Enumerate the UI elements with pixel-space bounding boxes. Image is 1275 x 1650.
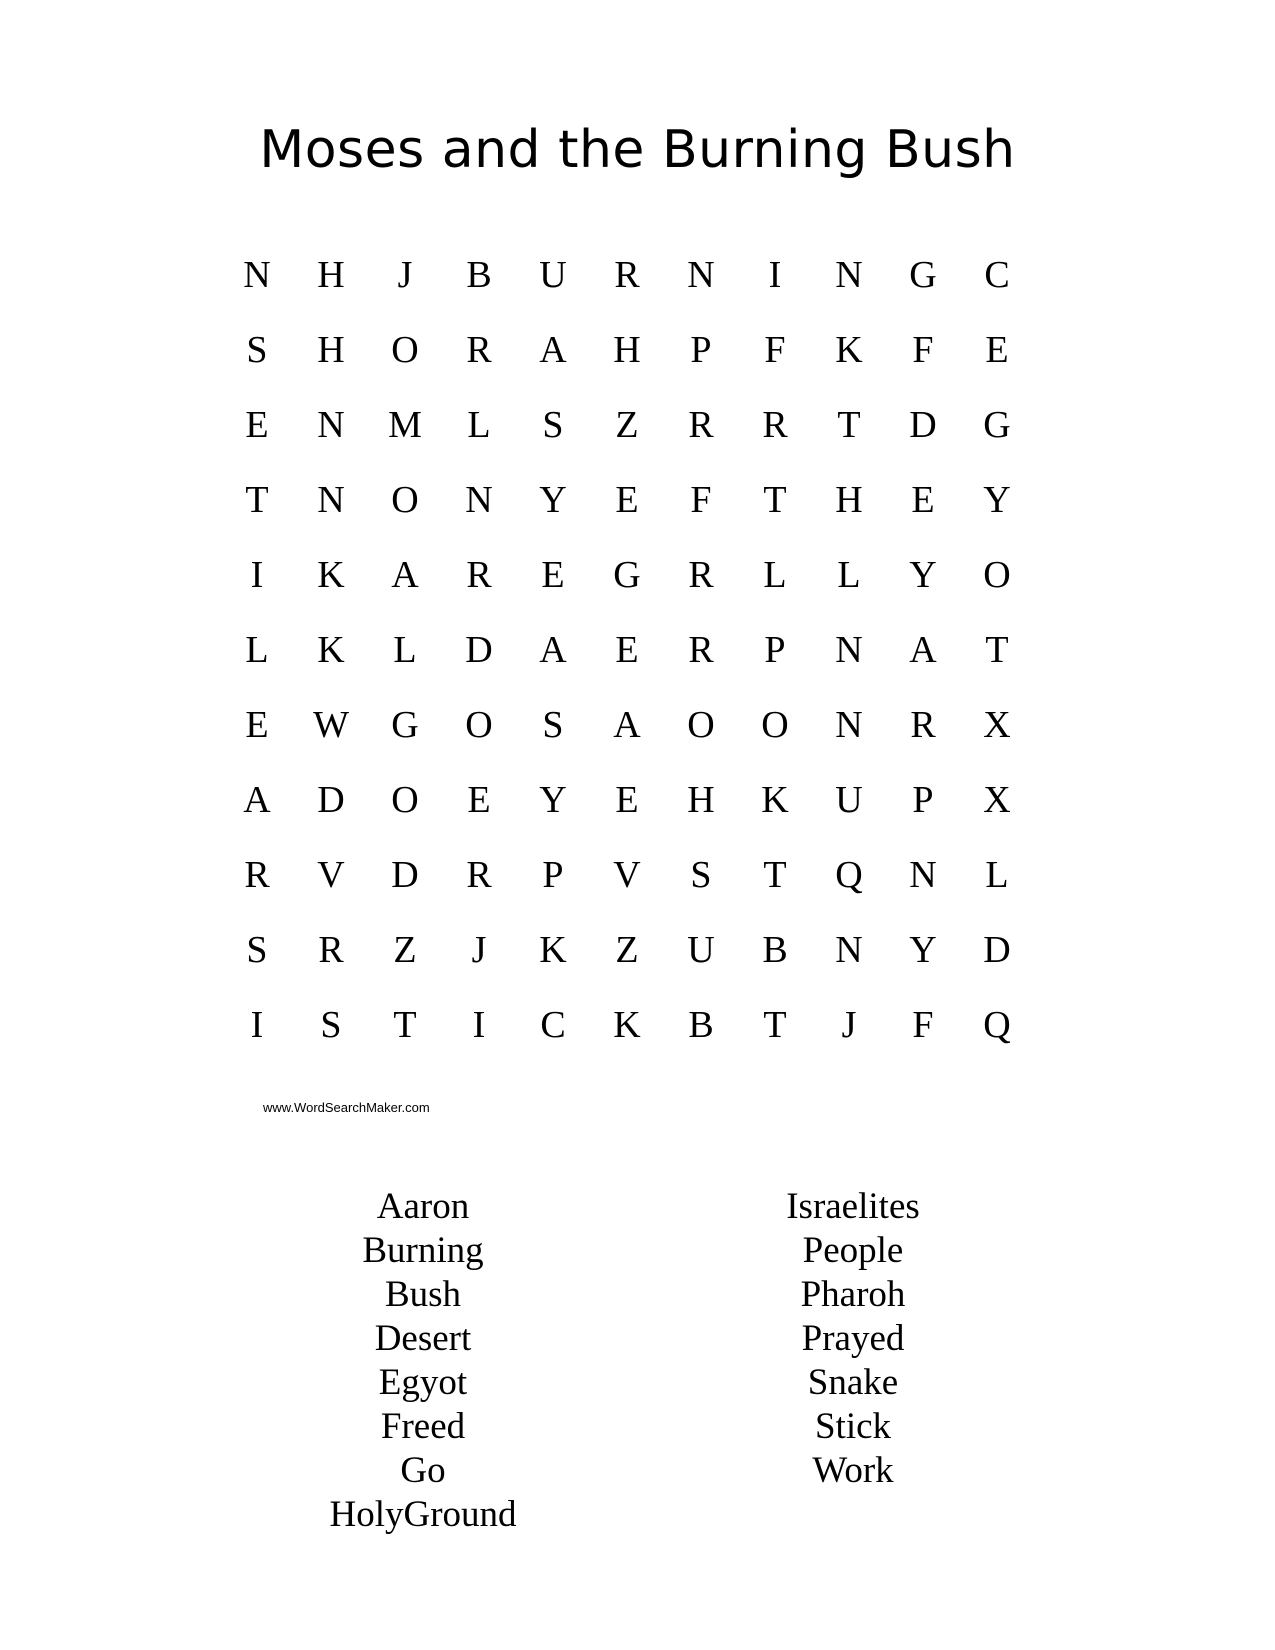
grid-letter: L (763, 554, 787, 596)
credit-text: www.WordSearchMaker.com (263, 1100, 430, 1115)
word-list-item: Egyot (378, 1362, 468, 1403)
word-list-left (213, 1185, 633, 1537)
grid-letter: Z (615, 404, 639, 446)
grid-letter: F (912, 329, 934, 371)
word-list-item: Desert (374, 1318, 472, 1359)
grid-letter: R (466, 854, 492, 896)
word-list-item: People (802, 1230, 904, 1271)
grid-letter: S (690, 854, 712, 896)
grid-letter: E (615, 779, 639, 821)
grid-letter: E (911, 479, 935, 521)
grid-letter: U (835, 779, 863, 821)
grid-letter: A (391, 554, 419, 596)
grid-letter: I (250, 1004, 264, 1046)
grid-letter: S (246, 929, 268, 971)
grid-letter: M (388, 404, 422, 446)
grid-letter: D (465, 629, 493, 671)
grid-letter: E (615, 629, 639, 671)
grid-letter: G (909, 254, 937, 296)
grid-row (220, 313, 1034, 388)
grid-row (220, 613, 1034, 688)
grid-letter: O (983, 554, 1011, 596)
grid-letter: N (465, 479, 493, 521)
grid-letter: N (835, 929, 863, 971)
grid-letter: H (613, 329, 641, 371)
grid-letter: S (542, 704, 564, 746)
grid-letter: N (835, 254, 863, 296)
grid-letter: O (465, 704, 493, 746)
grid-letter: E (985, 329, 1009, 371)
grid-letter: O (761, 704, 789, 746)
grid-letter: S (320, 1004, 342, 1046)
grid-letter: N (687, 254, 715, 296)
grid-letter: E (467, 779, 491, 821)
grid-letter: F (690, 479, 712, 521)
grid-letter: N (243, 254, 271, 296)
grid-letter: R (688, 554, 714, 596)
grid-letter: H (835, 479, 863, 521)
grid-letter: U (539, 254, 567, 296)
grid-letter: E (615, 479, 639, 521)
grid-row (220, 388, 1034, 463)
grid-letter: F (912, 1004, 934, 1046)
grid-letter: O (391, 479, 419, 521)
grid-letter: Y (909, 554, 937, 596)
grid-row (220, 463, 1034, 538)
grid-letter: T (763, 854, 787, 896)
grid-letter: K (835, 329, 863, 371)
word-list-item: Burning (362, 1230, 484, 1271)
grid-letter: T (763, 1004, 787, 1046)
grid-letter: Y (983, 479, 1011, 521)
grid-letter: A (539, 329, 567, 371)
page-title: Moses and the Burning Bush (259, 120, 1016, 180)
grid-row (220, 988, 1034, 1063)
word-list-item: Freed (380, 1406, 466, 1447)
grid-letter: T (393, 1004, 417, 1046)
grid-letter: Q (835, 854, 863, 896)
grid-letter: C (540, 1004, 566, 1046)
grid-letter: T (245, 479, 269, 521)
grid-letter: R (688, 404, 714, 446)
grid-letter: K (317, 554, 345, 596)
word-list-item: Work (812, 1450, 894, 1491)
grid-letter: X (983, 779, 1011, 821)
grid-letter: Q (983, 1004, 1011, 1046)
grid-letter: Y (539, 479, 567, 521)
grid-letter: F (764, 329, 786, 371)
grid-letter: I (768, 254, 782, 296)
grid-letter: D (983, 929, 1011, 971)
grid-letter: O (391, 329, 419, 371)
grid-letter: Y (539, 779, 567, 821)
grid-letter: K (539, 929, 567, 971)
grid-letter: R (244, 854, 270, 896)
grid-letter: N (835, 704, 863, 746)
grid-letter: O (687, 704, 715, 746)
grid-letter: N (835, 629, 863, 671)
grid-letter: R (318, 929, 344, 971)
grid-letter: J (471, 929, 487, 971)
grid-letter: R (762, 404, 788, 446)
grid-letter: I (472, 1004, 486, 1046)
grid-letter: T (985, 629, 1009, 671)
grid-letter: L (467, 404, 491, 446)
word-list-item: Stick (814, 1406, 892, 1447)
grid-letter: L (985, 854, 1009, 896)
word-list-item: Pharoh (800, 1274, 906, 1315)
grid-letter: V (613, 854, 641, 896)
grid-letter: I (250, 554, 264, 596)
grid-letter: P (912, 779, 934, 821)
grid-letter: C (984, 254, 1010, 296)
grid-letter: R (466, 554, 492, 596)
grid-row (220, 838, 1034, 913)
grid-letter: P (764, 629, 786, 671)
grid-letter: J (397, 254, 413, 296)
grid-letter: R (910, 704, 936, 746)
grid-letter: T (763, 479, 787, 521)
grid-letter: H (687, 779, 715, 821)
grid-letter: D (391, 854, 419, 896)
grid-letter: G (613, 554, 641, 596)
grid-letter: G (983, 404, 1011, 446)
grid-letter: T (837, 404, 861, 446)
grid-letter: B (688, 1004, 714, 1046)
grid-letter: Y (909, 929, 937, 971)
grid-letter: P (690, 329, 712, 371)
grid-letter: E (541, 554, 565, 596)
word-list-item: Bush (384, 1274, 462, 1315)
grid-row (220, 913, 1034, 988)
grid-letter: A (909, 629, 937, 671)
grid-row (220, 538, 1034, 613)
grid-row (220, 763, 1034, 838)
grid-letter: Z (393, 929, 417, 971)
grid-letter: G (391, 704, 419, 746)
grid-letter: N (317, 479, 345, 521)
grid-letter: V (317, 854, 345, 896)
word-list-item: HolyGround (329, 1494, 517, 1535)
grid-letter: H (317, 329, 345, 371)
grid-row (220, 688, 1034, 763)
word-list-item: Go (400, 1450, 446, 1491)
word-list-item: Aaron (376, 1186, 470, 1227)
grid-letter: B (762, 929, 788, 971)
word-list-item: Snake (807, 1362, 899, 1403)
grid-letter: K (317, 629, 345, 671)
grid-letter: N (317, 404, 345, 446)
grid-letter: D (909, 404, 937, 446)
grid-letter: L (245, 629, 269, 671)
grid-letter: K (613, 1004, 641, 1046)
word-list-right (643, 1185, 1063, 1493)
word-list-item: Israelites (786, 1186, 920, 1227)
grid-letter: K (761, 779, 789, 821)
grid-row (220, 238, 1034, 313)
grid-letter: R (688, 629, 714, 671)
grid-letter: P (542, 854, 564, 896)
grid-letter: Z (615, 929, 639, 971)
grid-letter: L (393, 629, 417, 671)
letter-grid (220, 238, 1034, 1063)
grid-letter: X (983, 704, 1011, 746)
grid-letter: A (539, 629, 567, 671)
grid-letter: O (391, 779, 419, 821)
grid-letter: L (837, 554, 861, 596)
grid-letter: W (313, 704, 349, 746)
grid-letter: U (687, 929, 715, 971)
grid-letter: N (909, 854, 937, 896)
word-list-item: Prayed (801, 1318, 905, 1359)
grid-letter: B (466, 254, 492, 296)
grid-letter: A (613, 704, 641, 746)
grid-letter: A (243, 779, 271, 821)
grid-letter: S (246, 329, 268, 371)
grid-letter: E (245, 704, 269, 746)
grid-letter: H (317, 254, 345, 296)
grid-letter: E (245, 404, 269, 446)
grid-letter: R (614, 254, 640, 296)
grid-letter: R (466, 329, 492, 371)
grid-letter: J (841, 1004, 857, 1046)
grid-letter: D (317, 779, 345, 821)
grid-letter: S (542, 404, 564, 446)
